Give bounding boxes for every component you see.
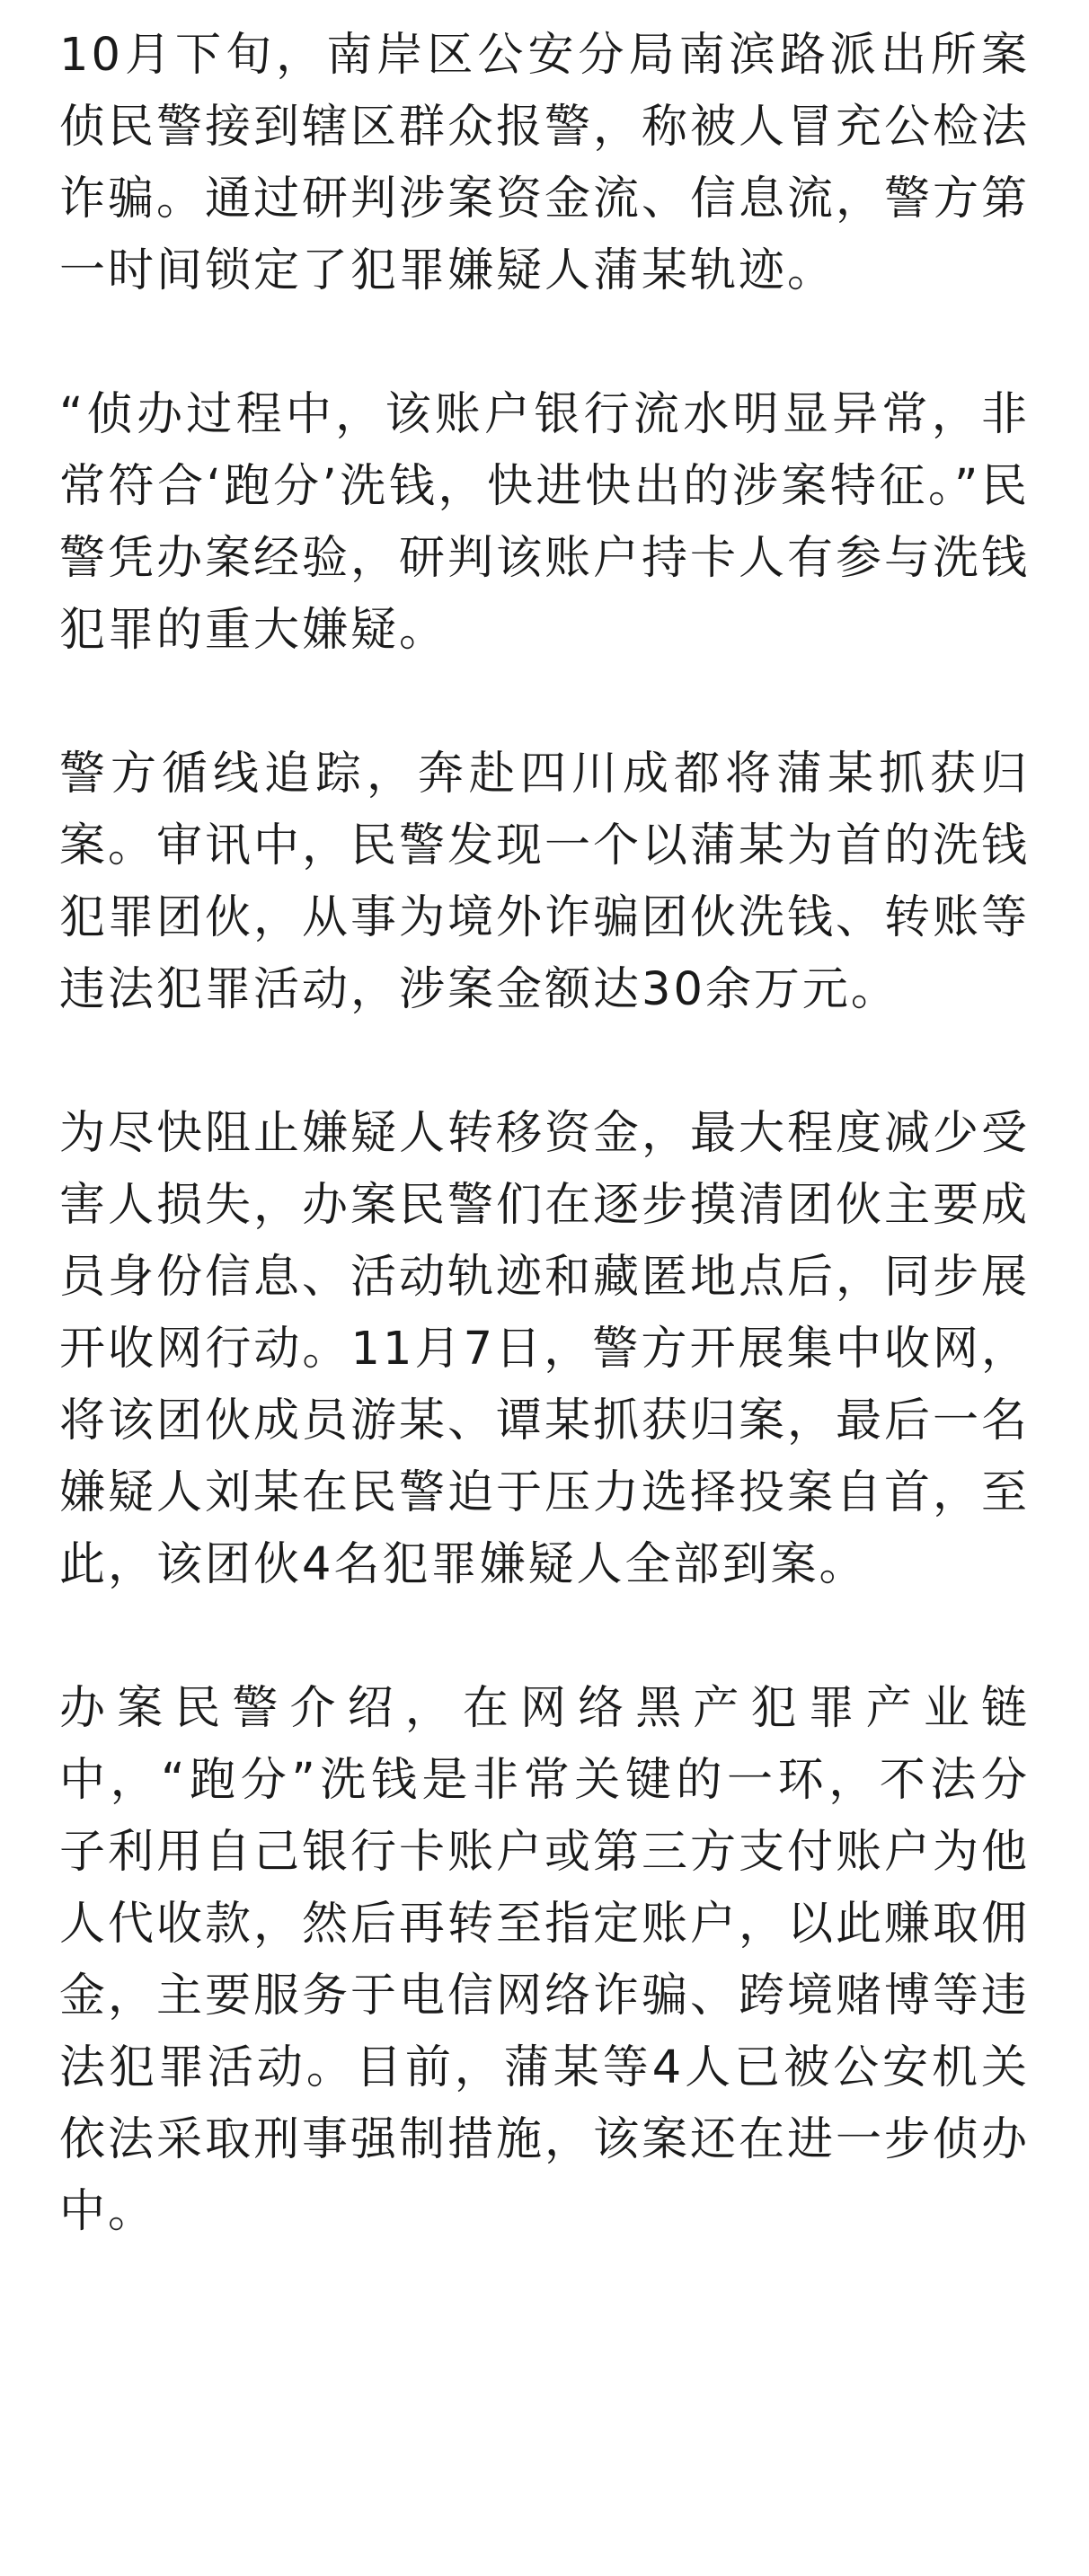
paragraph-5: 办案民警介绍，在网络黑产犯罪产业链中，“跑分”洗钱是非常关键的一环，不法分子利用自己银行卡账户或第三方支付账户为他人代收款，然后再转至指定账户，以此赚取佣金，主要服务于电信网络诈骗、跨境赌博等违法犯罪活动。目前，蒲某等4人已被公安机关依法采取刑事强制措施，该案还在进一步侦办中。 xyxy=(59,1682,1031,2238)
paragraph-1: 10月下旬，南岸区公安分局南滨路派出所案侦民警接到辖区群众报警，称被人冒充公检法诈骗。通过研判涉案资金流、信息流，警方第一时间锁定了犯罪嫌疑人蒲某轨迹。 xyxy=(59,29,1031,297)
paragraph-3: 警方循线追踪，奔赴四川成都将蒲某抓获归案。审讯中，民警发现一个以蒲某为首的洗钱犯罪团伙，从事为境外诈骗团伙洗钱、转账等违法犯罪活动，涉案金额达30余万元。 xyxy=(59,748,1031,1016)
paragraph-4: 为尽快阻止嫌疑人转移资金，最大程度减少受害人损失，办案民警们在逐步摸清团伙主要成员身份信息、活动轨迹和藏匿地点后，同步展开收网行动。11月7日，警方开展集中收网，将该团伙成员游某、谭某抓获归案，最后一名嫌疑人刘某在民警迫于压力选择投案自首，至此，该团伙4名犯罪嫌疑人全部到案。 xyxy=(59,1107,1031,1591)
paragraph-2: “侦办过程中，该账户银行流水明显异常，非常符合‘跑分’洗钱，快进快出的涉案特征。”民警凭办案经验，研判该账户持卡人有参与洗钱犯罪的重大嫌疑。 xyxy=(59,388,1031,657)
